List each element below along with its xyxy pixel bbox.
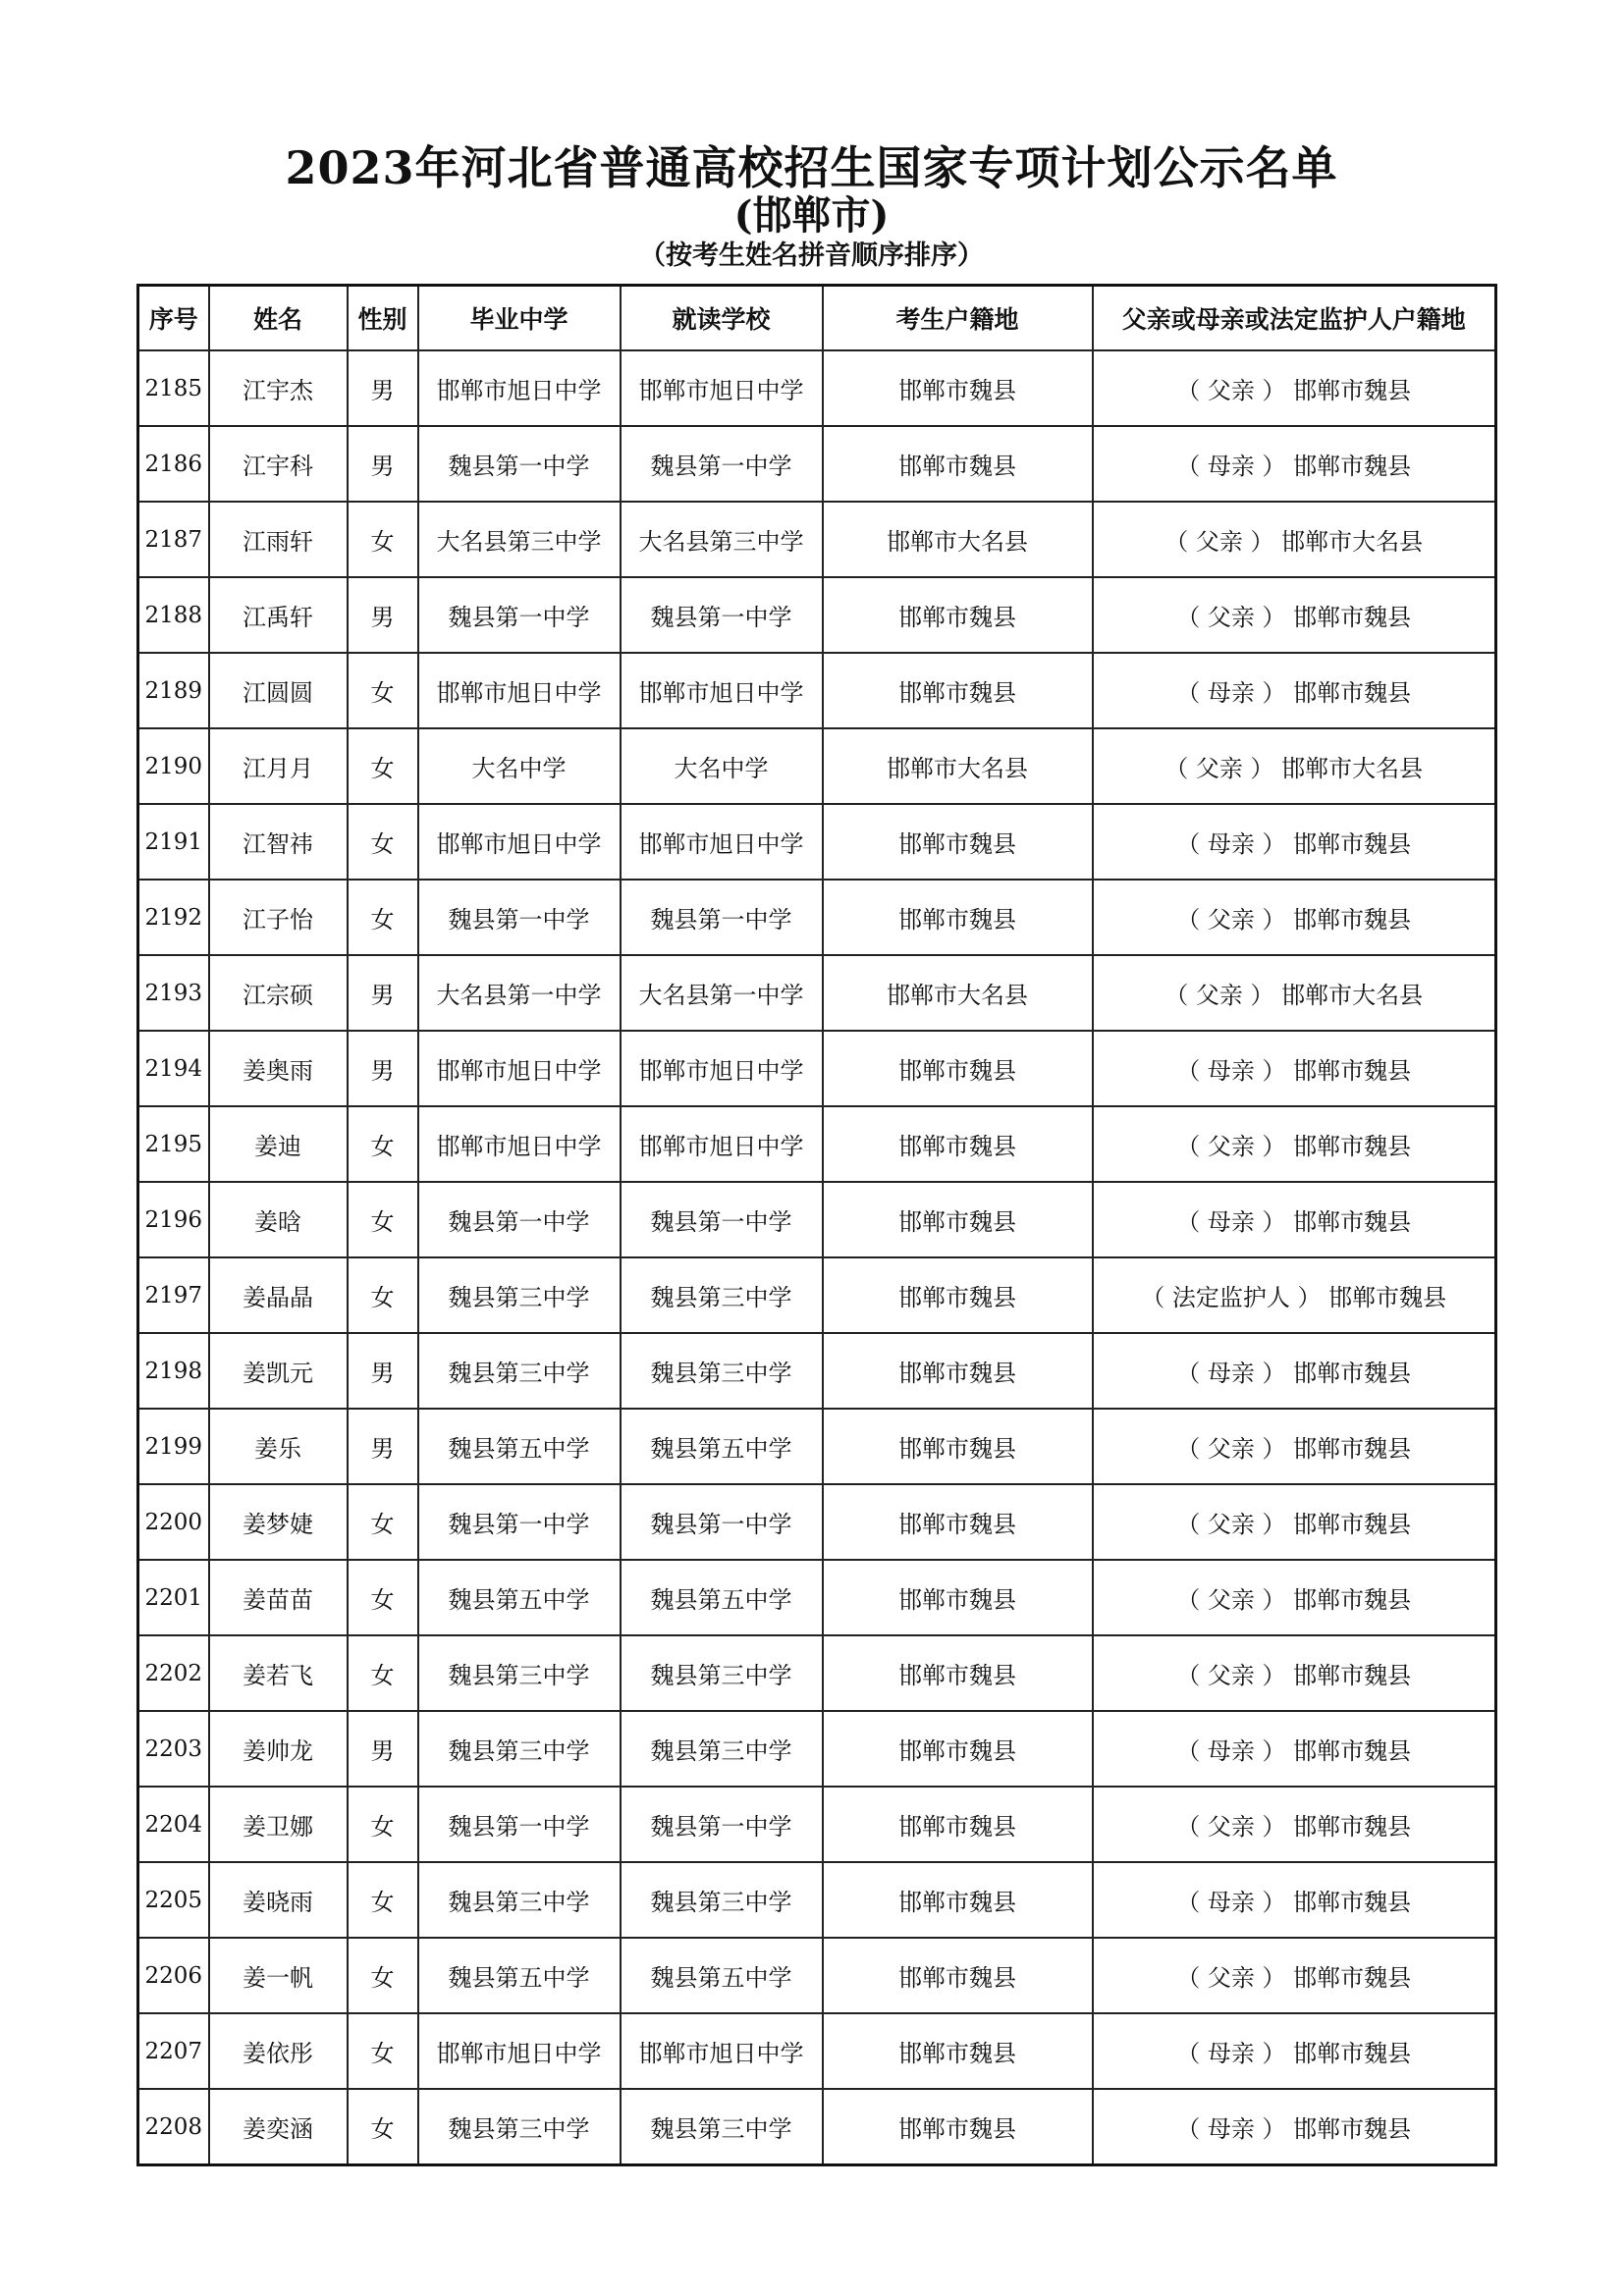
cell-student-residence: 邯郸市大名县 [823, 955, 1093, 1031]
table-row [138, 955, 1496, 1031]
cell-gender: 男 [348, 350, 418, 426]
table-row [138, 2013, 1496, 2089]
cell-serial: 2196 [138, 1182, 209, 1257]
cell-guardian-residence: （ 母亲 ） 邯郸市魏县 [1093, 2089, 1496, 2165]
cell-name: 姜乐 [209, 1409, 348, 1484]
cell-current-school: 邯郸市旭日中学 [621, 653, 823, 728]
cell-gender: 女 [348, 1106, 418, 1182]
table-row [138, 1409, 1496, 1484]
roster-table [136, 284, 1497, 2166]
cell-name: 姜迪 [209, 1106, 348, 1182]
table-row [138, 1711, 1496, 1787]
cell-guardian-residence: （ 父亲 ） 邯郸市魏县 [1093, 1560, 1496, 1635]
cell-guardian-residence: （ 法定监护人 ） 邯郸市魏县 [1093, 1257, 1496, 1333]
cell-student-residence: 邯郸市魏县 [823, 350, 1093, 426]
cell-gender: 女 [348, 1938, 418, 2013]
cell-student-residence: 邯郸市魏县 [823, 1938, 1093, 2013]
cell-serial: 2206 [138, 1938, 209, 2013]
cell-current-school: 魏县第三中学 [621, 2089, 823, 2165]
cell-student-residence: 邯郸市魏县 [823, 1711, 1093, 1787]
cell-graduation-school: 魏县第一中学 [418, 1484, 621, 1560]
table-row [138, 1560, 1496, 1635]
table-row [138, 1484, 1496, 1560]
cell-graduation-school: 魏县第三中学 [418, 1635, 621, 1711]
table-row [138, 1257, 1496, 1333]
cell-guardian-residence: （ 母亲 ） 邯郸市魏县 [1093, 1031, 1496, 1106]
cell-student-residence: 邯郸市魏县 [823, 1862, 1093, 1938]
cell-name: 江宇科 [209, 426, 348, 502]
cell-student-residence: 邯郸市魏县 [823, 577, 1093, 653]
cell-student-residence: 邯郸市魏县 [823, 1635, 1093, 1711]
table-row [138, 1333, 1496, 1409]
cell-guardian-residence: （ 父亲 ） 邯郸市魏县 [1093, 350, 1496, 426]
cell-guardian-residence: （ 母亲 ） 邯郸市魏县 [1093, 426, 1496, 502]
cell-current-school: 魏县第三中学 [621, 1635, 823, 1711]
cell-guardian-residence: （ 父亲 ） 邯郸市魏县 [1093, 1106, 1496, 1182]
cell-student-residence: 邯郸市魏县 [823, 1484, 1093, 1560]
cell-current-school: 魏县第一中学 [621, 1182, 823, 1257]
cell-graduation-school: 邯郸市旭日中学 [418, 1031, 621, 1106]
table-row [138, 1938, 1496, 2013]
cell-gender: 男 [348, 955, 418, 1031]
cell-student-residence: 邯郸市魏县 [823, 804, 1093, 880]
cell-current-school: 魏县第一中学 [621, 1484, 823, 1560]
cell-name: 姜晓雨 [209, 1862, 348, 1938]
cell-current-school: 魏县第一中学 [621, 1787, 823, 1862]
cell-serial: 2202 [138, 1635, 209, 1711]
cell-current-school: 魏县第三中学 [621, 1711, 823, 1787]
cell-guardian-residence: （ 父亲 ） 邯郸市魏县 [1093, 1484, 1496, 1560]
cell-graduation-school: 魏县第五中学 [418, 1560, 621, 1635]
cell-gender: 男 [348, 1409, 418, 1484]
table-row [138, 1635, 1496, 1711]
cell-gender: 女 [348, 1484, 418, 1560]
cell-student-residence: 邯郸市魏县 [823, 426, 1093, 502]
document-title: 2023年河北省普通高校招生国家专项计划公示名单 [285, 141, 1338, 194]
cell-student-residence: 邯郸市魏县 [823, 2089, 1093, 2165]
cell-guardian-residence: （ 父亲 ） 邯郸市大名县 [1093, 728, 1496, 804]
cell-gender: 男 [348, 1031, 418, 1106]
cell-serial: 2186 [138, 426, 209, 502]
cell-name: 姜一帆 [209, 1938, 348, 2013]
cell-graduation-school: 邯郸市旭日中学 [418, 653, 621, 728]
cell-gender: 女 [348, 1560, 418, 1635]
cell-serial: 2201 [138, 1560, 209, 1635]
table-row [138, 1106, 1496, 1182]
cell-name: 江宗硕 [209, 955, 348, 1031]
cell-current-school: 邯郸市旭日中学 [621, 1106, 823, 1182]
cell-serial: 2203 [138, 1711, 209, 1787]
cell-graduation-school: 大名县第三中学 [418, 502, 621, 577]
cell-name: 姜若飞 [209, 1635, 348, 1711]
cell-name: 姜奕涵 [209, 2089, 348, 2165]
cell-student-residence: 邯郸市魏县 [823, 2013, 1093, 2089]
table-row [138, 728, 1496, 804]
cell-student-residence: 邯郸市魏县 [823, 1182, 1093, 1257]
cell-guardian-residence: （ 父亲 ） 邯郸市魏县 [1093, 1409, 1496, 1484]
cell-student-residence: 邯郸市魏县 [823, 1257, 1093, 1333]
cell-serial: 2188 [138, 577, 209, 653]
cell-student-residence: 邯郸市魏县 [823, 653, 1093, 728]
cell-name: 江月月 [209, 728, 348, 804]
cell-name: 江子怡 [209, 880, 348, 955]
cell-guardian-residence: （ 母亲 ） 邯郸市魏县 [1093, 653, 1496, 728]
cell-guardian-residence: （ 父亲 ） 邯郸市魏县 [1093, 1938, 1496, 2013]
cell-serial: 2193 [138, 955, 209, 1031]
cell-name: 江雨轩 [209, 502, 348, 577]
table-body [138, 350, 1496, 2165]
cell-current-school: 魏县第五中学 [621, 1560, 823, 1635]
cell-gender: 女 [348, 728, 418, 804]
cell-gender: 女 [348, 1635, 418, 1711]
header-current-school: 就读学校 [621, 286, 823, 351]
cell-current-school: 邯郸市旭日中学 [621, 1031, 823, 1106]
header-graduation-school: 毕业中学 [418, 286, 621, 351]
cell-graduation-school: 邯郸市旭日中学 [418, 2013, 621, 2089]
cell-name: 姜奥雨 [209, 1031, 348, 1106]
table-row [138, 577, 1496, 653]
cell-student-residence: 邯郸市大名县 [823, 728, 1093, 804]
cell-guardian-residence: （ 父亲 ） 邯郸市魏县 [1093, 1787, 1496, 1862]
cell-current-school: 魏县第三中学 [621, 1333, 823, 1409]
cell-guardian-residence: （ 母亲 ） 邯郸市魏县 [1093, 2013, 1496, 2089]
cell-current-school: 魏县第一中学 [621, 577, 823, 653]
cell-guardian-residence: （ 父亲 ） 邯郸市大名县 [1093, 502, 1496, 577]
table-row [138, 653, 1496, 728]
table-row [138, 1787, 1496, 1862]
cell-graduation-school: 魏县第一中学 [418, 1182, 621, 1257]
sort-note: （按考生姓名拼音顺序排序） [639, 240, 984, 271]
cell-current-school: 魏县第五中学 [621, 1938, 823, 2013]
cell-serial: 2189 [138, 653, 209, 728]
table-row [138, 880, 1496, 955]
cell-serial: 2204 [138, 1787, 209, 1862]
cell-guardian-residence: （ 父亲 ） 邯郸市大名县 [1093, 955, 1496, 1031]
cell-current-school: 魏县第三中学 [621, 1862, 823, 1938]
cell-serial: 2195 [138, 1106, 209, 1182]
table-row [138, 1182, 1496, 1257]
cell-current-school: 邯郸市旭日中学 [621, 804, 823, 880]
cell-serial: 2187 [138, 502, 209, 577]
cell-graduation-school: 魏县第三中学 [418, 1333, 621, 1409]
cell-graduation-school: 魏县第三中学 [418, 2089, 621, 2165]
cell-current-school: 大名中学 [621, 728, 823, 804]
cell-graduation-school: 魏县第一中学 [418, 426, 621, 502]
cell-current-school: 魏县第三中学 [621, 1257, 823, 1333]
cell-name: 姜晶晶 [209, 1257, 348, 1333]
cell-guardian-residence: （ 母亲 ） 邯郸市魏县 [1093, 1862, 1496, 1938]
cell-serial: 2191 [138, 804, 209, 880]
cell-current-school: 邯郸市旭日中学 [621, 350, 823, 426]
table-row [138, 1862, 1496, 1938]
cell-serial: 2198 [138, 1333, 209, 1409]
cell-graduation-school: 魏县第五中学 [418, 1409, 621, 1484]
cell-guardian-residence: （ 父亲 ） 邯郸市魏县 [1093, 880, 1496, 955]
table-header-row [138, 286, 1496, 351]
cell-serial: 2199 [138, 1409, 209, 1484]
document-subtitle: (邯郸市) [733, 192, 890, 239]
cell-gender: 女 [348, 2089, 418, 2165]
table-row [138, 426, 1496, 502]
table-row [138, 1031, 1496, 1106]
cell-student-residence: 邯郸市魏县 [823, 1560, 1093, 1635]
header-serial: 序号 [138, 286, 209, 351]
cell-guardian-residence: （ 父亲 ） 邯郸市魏县 [1093, 1635, 1496, 1711]
cell-graduation-school: 大名中学 [418, 728, 621, 804]
table-row [138, 502, 1496, 577]
cell-name: 姜依彤 [209, 2013, 348, 2089]
cell-name: 江智祎 [209, 804, 348, 880]
cell-student-residence: 邯郸市魏县 [823, 1787, 1093, 1862]
cell-gender: 女 [348, 502, 418, 577]
cell-serial: 2194 [138, 1031, 209, 1106]
cell-gender: 男 [348, 1711, 418, 1787]
cell-gender: 男 [348, 1333, 418, 1409]
cell-name: 江圆圆 [209, 653, 348, 728]
cell-name: 江宇杰 [209, 350, 348, 426]
cell-graduation-school: 魏县第一中学 [418, 880, 621, 955]
cell-student-residence: 邯郸市魏县 [823, 1333, 1093, 1409]
header-gender: 性别 [348, 286, 418, 351]
cell-guardian-residence: （ 母亲 ） 邯郸市魏县 [1093, 1182, 1496, 1257]
cell-serial: 2190 [138, 728, 209, 804]
cell-current-school: 魏县第一中学 [621, 426, 823, 502]
cell-name: 江禹轩 [209, 577, 348, 653]
cell-name: 姜卫娜 [209, 1787, 348, 1862]
cell-graduation-school: 魏县第三中学 [418, 1862, 621, 1938]
cell-guardian-residence: （ 母亲 ） 邯郸市魏县 [1093, 1711, 1496, 1787]
cell-guardian-residence: （ 母亲 ） 邯郸市魏县 [1093, 804, 1496, 880]
cell-gender: 女 [348, 1787, 418, 1862]
cell-graduation-school: 魏县第一中学 [418, 577, 621, 653]
cell-graduation-school: 魏县第五中学 [418, 1938, 621, 2013]
header-guardian-residence: 父亲或母亲或法定监护人户籍地 [1093, 286, 1496, 351]
cell-graduation-school: 大名县第一中学 [418, 955, 621, 1031]
cell-gender: 女 [348, 880, 418, 955]
cell-gender: 男 [348, 577, 418, 653]
cell-student-residence: 邯郸市魏县 [823, 1106, 1093, 1182]
cell-name: 姜帅龙 [209, 1711, 348, 1787]
cell-current-school: 邯郸市旭日中学 [621, 2013, 823, 2089]
cell-name: 姜凯元 [209, 1333, 348, 1409]
cell-gender: 女 [348, 804, 418, 880]
cell-serial: 2205 [138, 1862, 209, 1938]
cell-student-residence: 邯郸市魏县 [823, 880, 1093, 955]
cell-gender: 女 [348, 2013, 418, 2089]
cell-gender: 女 [348, 653, 418, 728]
cell-name: 姜梦婕 [209, 1484, 348, 1560]
cell-serial: 2200 [138, 1484, 209, 1560]
cell-serial: 2192 [138, 880, 209, 955]
table-row [138, 804, 1496, 880]
cell-gender: 男 [348, 426, 418, 502]
cell-guardian-residence: （ 父亲 ） 邯郸市魏县 [1093, 577, 1496, 653]
cell-serial: 2207 [138, 2013, 209, 2089]
cell-student-residence: 邯郸市魏县 [823, 1031, 1093, 1106]
cell-graduation-school: 邯郸市旭日中学 [418, 804, 621, 880]
cell-gender: 女 [348, 1862, 418, 1938]
cell-current-school: 大名县第三中学 [621, 502, 823, 577]
cell-current-school: 魏县第五中学 [621, 1409, 823, 1484]
header-name: 姓名 [209, 286, 348, 351]
cell-graduation-school: 魏县第三中学 [418, 1711, 621, 1787]
cell-graduation-school: 邯郸市旭日中学 [418, 350, 621, 426]
cell-student-residence: 邯郸市魏县 [823, 1409, 1093, 1484]
cell-current-school: 大名县第一中学 [621, 955, 823, 1031]
cell-student-residence: 邯郸市大名县 [823, 502, 1093, 577]
cell-gender: 女 [348, 1182, 418, 1257]
cell-name: 姜苗苗 [209, 1560, 348, 1635]
cell-serial: 2208 [138, 2089, 209, 2165]
header-student-residence: 考生户籍地 [823, 286, 1093, 351]
cell-graduation-school: 魏县第三中学 [418, 1257, 621, 1333]
cell-graduation-school: 魏县第一中学 [418, 1787, 621, 1862]
cell-gender: 女 [348, 1257, 418, 1333]
cell-name: 姜晗 [209, 1182, 348, 1257]
table-row [138, 2089, 1496, 2165]
cell-current-school: 魏县第一中学 [621, 880, 823, 955]
cell-guardian-residence: （ 母亲 ） 邯郸市魏县 [1093, 1333, 1496, 1409]
cell-serial: 2185 [138, 350, 209, 426]
cell-serial: 2197 [138, 1257, 209, 1333]
cell-graduation-school: 邯郸市旭日中学 [418, 1106, 621, 1182]
table-row [138, 350, 1496, 426]
